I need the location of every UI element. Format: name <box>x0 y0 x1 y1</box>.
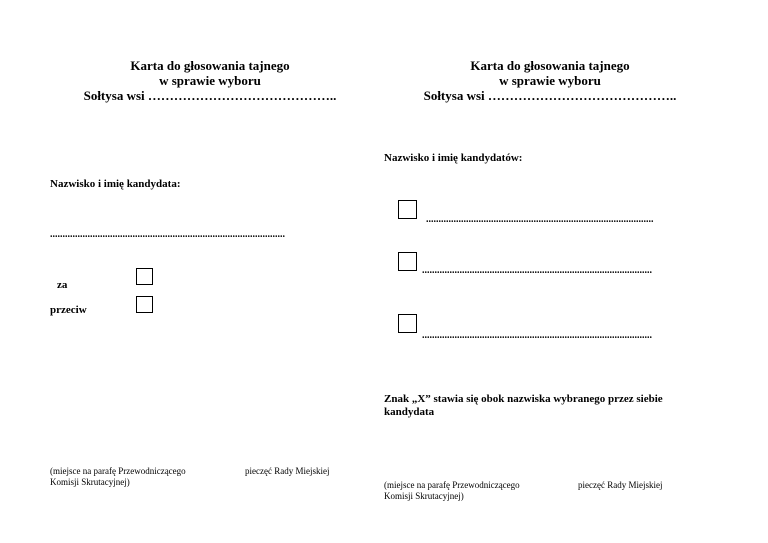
option-for-checkbox[interactable] <box>136 268 153 285</box>
right-stamp-note: pieczęć Rady Miejskiej <box>578 480 663 490</box>
option-against-checkbox[interactable] <box>136 296 153 313</box>
right-title-line2: w sprawie wyboru <box>499 73 601 88</box>
left-title-line1: Karta do głosowania tajnego <box>130 58 290 73</box>
option-for-label: za <box>57 279 68 291</box>
candidate-2-checkbox[interactable] <box>398 252 417 271</box>
left-card-title <box>60 58 360 103</box>
right-title-line3: Sołtysa wsi …………………………………….. <box>423 88 677 103</box>
left-candidate-name-line: .............................................................................................. <box>50 229 285 240</box>
left-stamp-note: pieczęć Rady Miejskiej <box>245 466 330 476</box>
candidate-1-checkbox[interactable] <box>398 200 417 219</box>
right-candidates-label: Nazwisko i imię kandydatów: <box>384 152 523 164</box>
voting-instruction: Znak „X” stawia się obok nazwiska wybranego przez siebie kandydata <box>384 393 663 418</box>
right-signature-line2: Komisji Skrutacyjnej) <box>384 491 464 501</box>
left-signature-line2: Komisji Skrutacyjnej) <box>50 477 130 487</box>
left-signature-note <box>50 466 186 488</box>
right-card-title <box>400 58 700 103</box>
left-signature-line1: (miejsce na parafę Przewodniczącego <box>50 466 186 476</box>
candidate-2-name-line: ............................................................................................ <box>422 265 652 276</box>
right-title-line1: Karta do głosowania tajnego <box>470 58 630 73</box>
left-title-line3: Sołtysa wsi …………………………………….. <box>83 88 337 103</box>
right-signature-note <box>384 480 520 502</box>
left-title-line2: w sprawie wyboru <box>159 73 261 88</box>
right-signature-line1: (miejsce na parafę Przewodniczącego <box>384 480 520 490</box>
option-against-label: przeciw <box>50 304 87 316</box>
candidate-3-name-line: ............................................................................................ <box>422 330 652 341</box>
candidate-3-checkbox[interactable] <box>398 314 417 333</box>
left-candidate-label: Nazwisko i imię kandydata: <box>50 178 181 190</box>
candidate-1-name-line: ........................................................................................... <box>426 214 654 225</box>
